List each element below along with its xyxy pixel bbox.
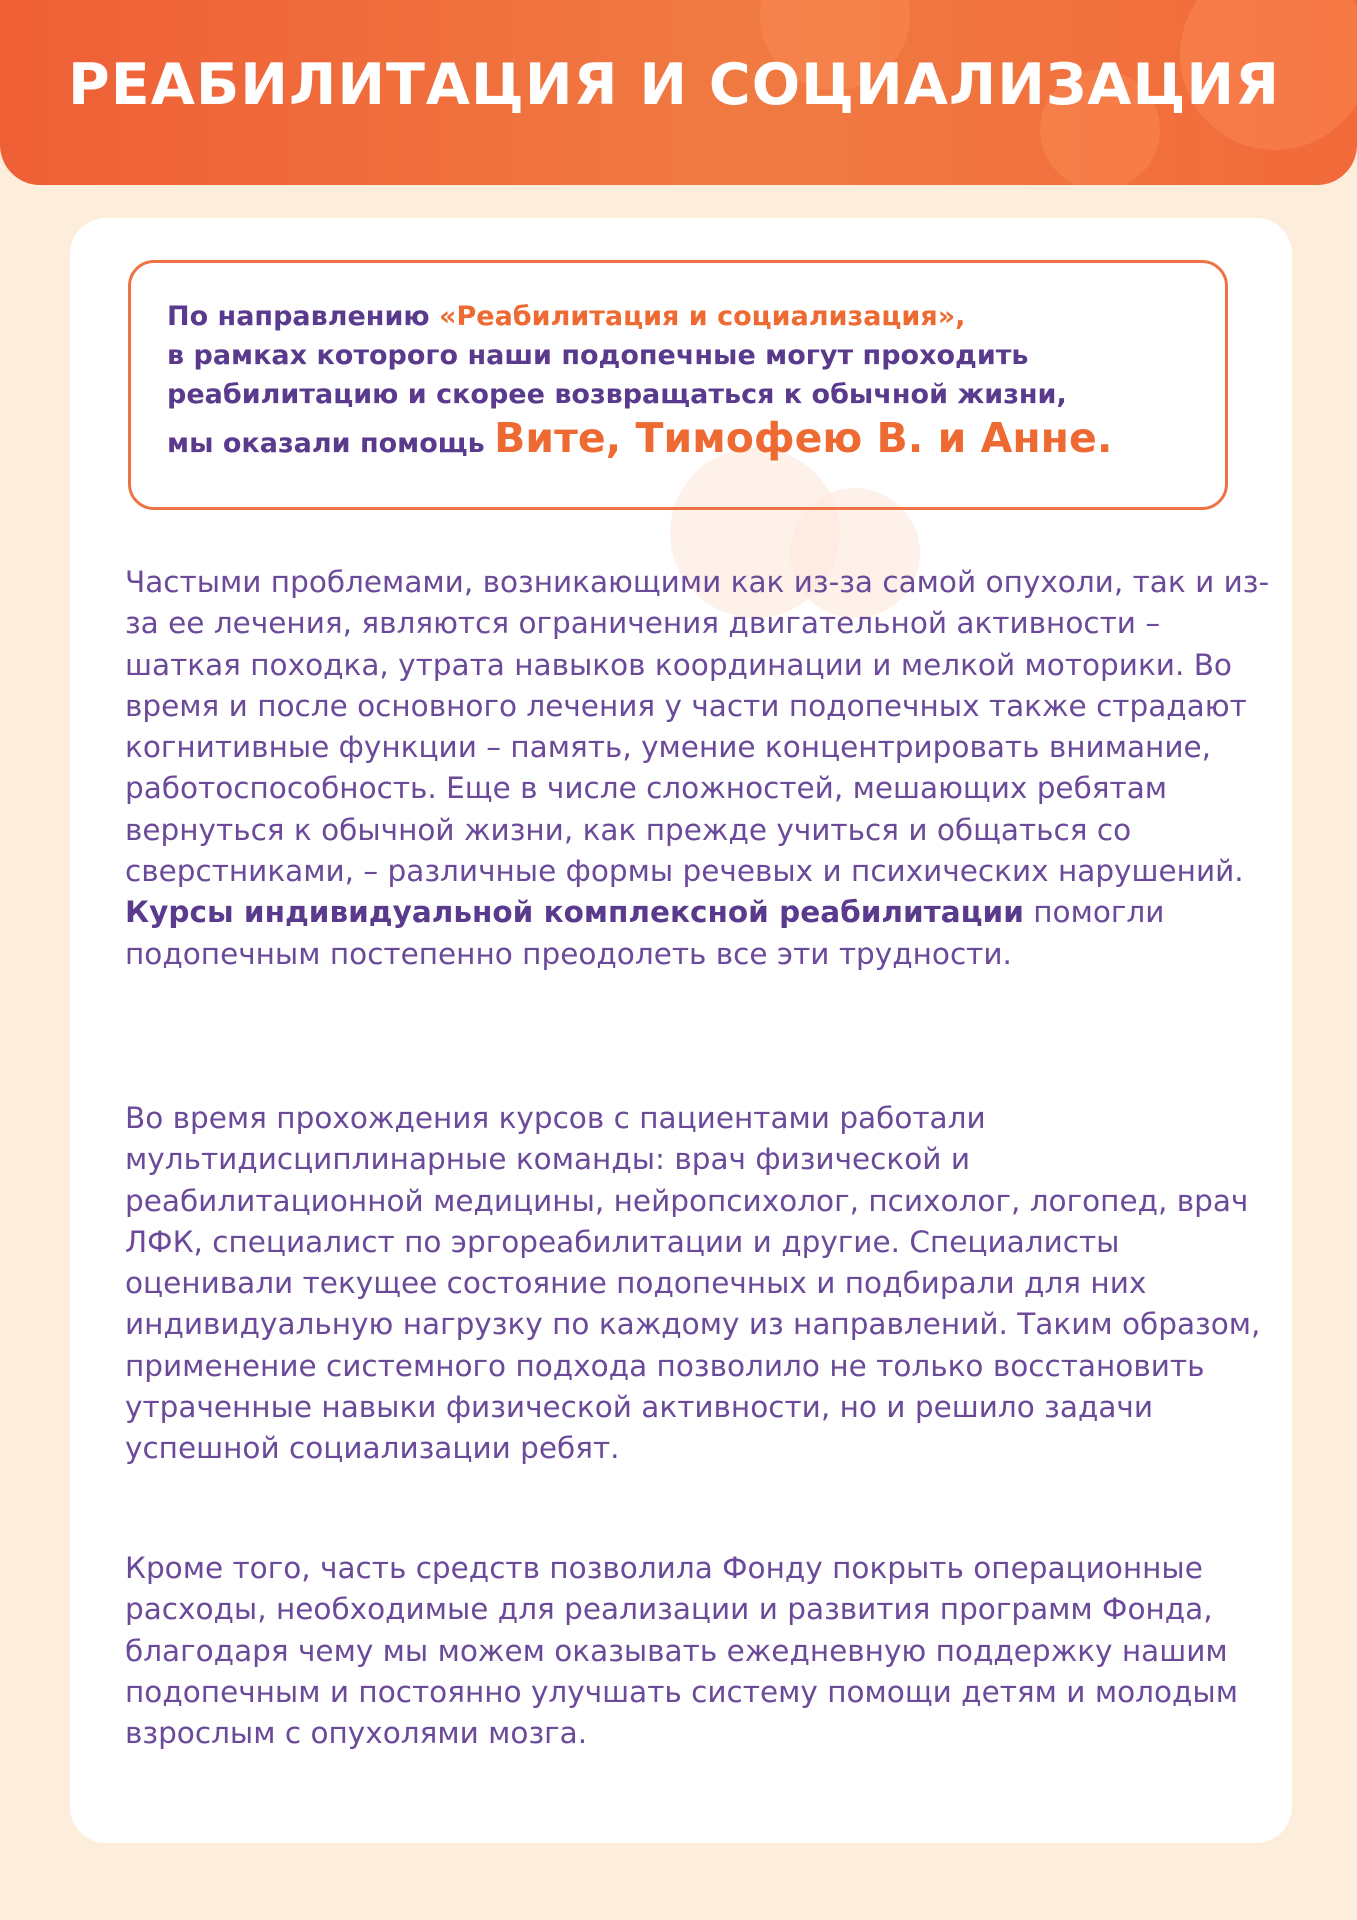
highlight-box [128, 260, 1228, 510]
highlight-line-4-prefix: мы оказали помощь [167, 428, 495, 459]
highlight-line-3: реабилитацию и скорее возвращаться к обычной жизни, [167, 379, 1067, 410]
page-header [0, 0, 1357, 185]
paragraph-problems-end: помогли подопечным постепенно преодолеть все эти трудности. [125, 895, 1165, 971]
paragraph-problems [125, 562, 1275, 975]
beneficiary-names: Вите, Тимофею В. и Анне. [494, 414, 1113, 462]
highlight-intro: По направлению [167, 301, 440, 332]
content-card [70, 218, 1292, 1843]
program-name: «Реабилитация и социализация», [439, 301, 966, 332]
paragraph-operations: Кроме того, часть средств позволила Фонду покрыть операционные расходы, необходимые для реализации и развития программ Фонда, благодаря чему мы можем оказывать ежедневную поддержку нашим подопечным и постоянно улучшать систему помощи детям и молодым взрослым с опухолями мозга. [125, 1551, 1238, 1751]
page-title: РЕАБИЛИТАЦИЯ И СОЦИАЛИЗАЦИЯ [68, 52, 1281, 118]
highlight-line-2: в рамках которого наши подопечные могут проходить [167, 340, 1029, 371]
paragraph-problems-text: Частыми проблемами, возникающими как из-за самой опухоли, так и из-за ее лечения, являются ограничения двигательной активности – шаткая походка, утрата навыков координации и мелкой моторики. Во время и после основного лечения у части подопечных также страдают когнитивные функции – память, умение концентрировать внимание, работоспособность. Еще в числе сложностей, мешающих ребятам вернуться к обычной жизни, как прежде учиться и общаться со сверстниками, – различные формы речевых и психических нарушений. [125, 565, 1270, 889]
paragraph-teams: Во время прохождения курсов с пациентами работали мультидисциплинарные команды: врач физической и реабилитационной медицины, нейропсихолог, психолог, логопед, врач ЛФК, специалист по эргореабилитации и другие. Специалисты оценивали текущее состояние подопечных и подбирали для них индивидуальную нагрузку по каждому из направлений. Таким образом, применение системного подхода позволило не только восстановить утраченные навыки физической активности, но и решило задачи успешной социализации ребят. [125, 1101, 1261, 1466]
paragraph-problems-bold: Курсы индивидуальной комплексной реабилитации [125, 895, 1024, 930]
highlight-text [167, 297, 1189, 463]
